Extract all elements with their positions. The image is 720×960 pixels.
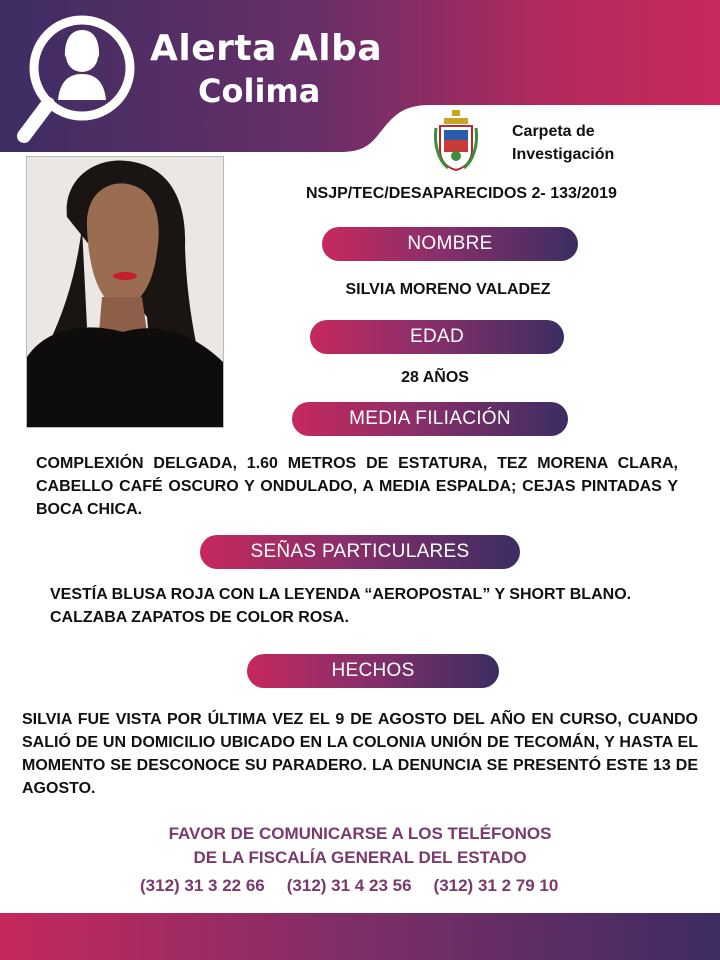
phone-number-2: (312) 31 4 23 56	[286, 876, 412, 895]
phone-number-3: (312) 31 2 79 10	[433, 876, 559, 895]
phone-list	[140, 876, 580, 896]
phone-number-1: (312) 31 3 22 66	[140, 876, 265, 895]
expediente-number: NSJP/TEC/DESAPARECIDOS 2- 133/2019	[306, 185, 617, 202]
edad-value: 28 AÑOS	[401, 369, 469, 386]
senas-particulares-text: VESTÍA BLUSA ROJA CON LA LEYENDA “AEROPOSTAL” Y SHORT BLANO. CALZABA ZAPATOS DE COLOR ROSA.	[50, 586, 632, 626]
magnifier-woman-icon	[10, 8, 150, 158]
state-seal-icon	[434, 110, 478, 172]
hechos-label: HECHOS	[247, 654, 499, 688]
hechos-text: SILVIA FUE VISTA POR ÚLTIMA VEZ EL 9 DE AGOSTO DEL AÑO EN CURSO, CUANDO SALIÓ DE UN DOMICILIO UBICADO EN LA COLONIA UNIÓN DE TECOMÁN, Y HASTA EL MOMENTO SE DESCONOCE SU PARADERO. LA DENUNCIA SE PRESENTÓ ESTE 13 DE AGOSTO.	[22, 711, 698, 797]
nombre-value: SILVIA MORENO VALADEZ	[345, 281, 551, 298]
missing-person-photo	[26, 156, 224, 428]
portrait-image	[27, 157, 223, 427]
carpeta-line2: Investigación	[512, 146, 615, 163]
nombre-label: NOMBRE	[322, 227, 578, 261]
edad-label: EDAD	[310, 320, 564, 354]
contact-line1: FAVOR DE COMUNICARSE A LOS TELÉFONOS	[168, 824, 552, 843]
footer-band	[0, 913, 720, 960]
carpeta-label	[512, 120, 614, 166]
title-line1: Alerta Alba	[150, 28, 383, 69]
carpeta-line1: Carpeta de	[512, 123, 595, 140]
media-filiacion-text: COMPLEXIÓN DELGADA, 1.60 METROS DE ESTATURA, TEZ MORENA CLARA, CABELLO CAFÉ OSCURO Y ONDULADO, A MEDIA ESPALDA; CEJAS PINTADAS Y BOCA CHICA.	[36, 455, 678, 518]
senas-particulares-label: SEÑAS PARTICULARES	[200, 535, 520, 569]
title-line2: Colima	[198, 72, 321, 110]
media-filiacion-label: MEDIA FILIACIÓN	[292, 402, 568, 436]
contact-line2: DE LA FISCALÍA GENERAL DEL ESTADO	[193, 848, 527, 867]
